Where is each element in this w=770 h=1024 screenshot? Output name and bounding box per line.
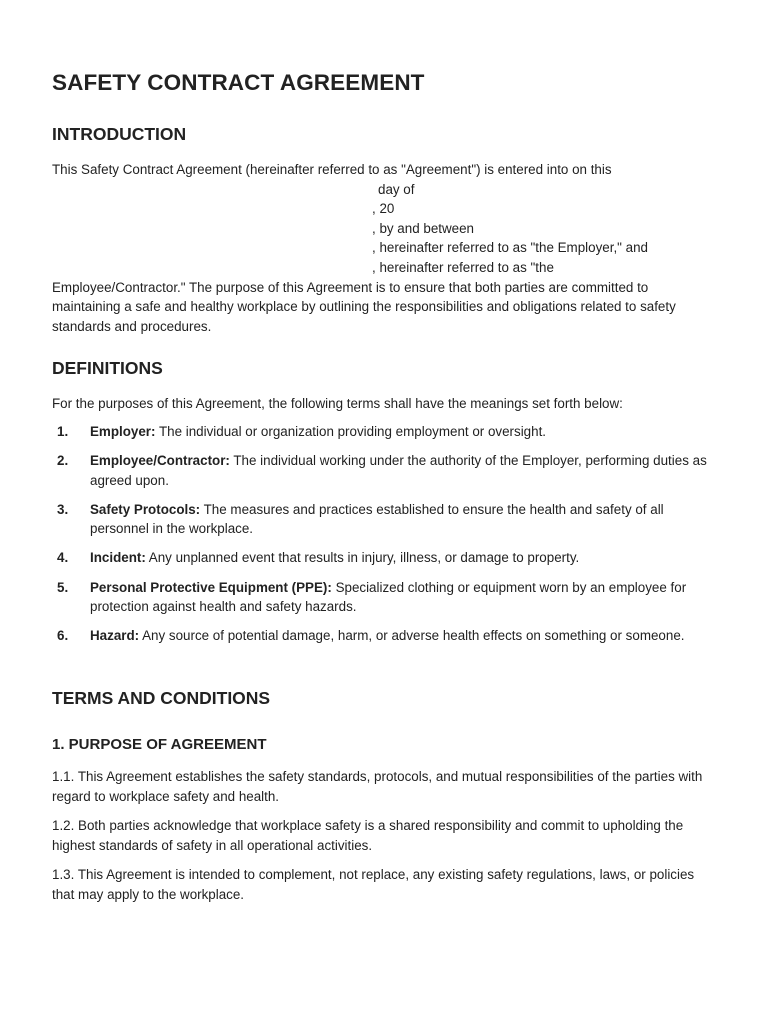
introduction-rest: Employee/Contractor." The purpose of this Agreement is to ensure that both parties are committed to maintaining a safe and healthy workplace by outlining the responsibilities and obligations related to safety standards and procedures. (52, 279, 676, 334)
clause-1-3: 1.3. This Agreement is intended to complement, not replace, any existing safety regulations, laws, or policies that may apply to the workplace. (52, 867, 695, 902)
definition-number: 6. (57, 628, 69, 644)
definition-text: Specialized clothing or equipment worn by an employee for protection against health and safety hazards. (90, 579, 687, 615)
definition-item (52, 626, 718, 646)
definition-number: 1. (57, 424, 69, 439)
definitions-intro: For the purposes of this Agreement, the following terms shall have the meanings set forth below: (52, 396, 623, 411)
definition-item (52, 578, 718, 617)
clause-1-1: 1.1. This Agreement establishes the safety standards, protocols, and mutual responsibilities of the parties with regard to workplace safety and health. (52, 769, 703, 804)
definition-item (52, 500, 718, 539)
terms-heading: TERMS AND CONDITIONS (52, 688, 271, 708)
definition-term: Employer: (90, 424, 156, 439)
definition-term: Incident: (90, 550, 146, 566)
definition-number: 4. (57, 550, 69, 566)
document-title: SAFETY CONTRACT AGREEMENT (52, 70, 425, 95)
definition-term: Personal Protective Equipment (PPE): (90, 579, 332, 595)
fill-line-employer: , hereinafter referred to as "the Employer," and (372, 240, 648, 256)
fill-line-between: , by and between (372, 220, 474, 236)
definition-number: 2. (57, 453, 69, 469)
definition-number: 5. (57, 579, 69, 595)
definition-text: The individual or organization providing employment or oversight. (155, 424, 547, 439)
fill-line-day: day of (378, 181, 415, 197)
purpose-heading: 1. PURPOSE OF AGREEMENT (52, 736, 267, 753)
introduction-line-1: This Safety Contract Agreement (hereinafter referred to as "Agreement") is entered into on this (52, 162, 612, 177)
definitions-list (52, 422, 718, 655)
fill-line-year: , 20 (372, 201, 395, 217)
definition-text: The individual working under the authority of the Employer, performing duties as agreed upon. (90, 453, 707, 488)
definition-number: 3. (57, 501, 69, 517)
fill-line-employee: , hereinafter referred to as "the (372, 259, 554, 275)
definition-text: Any source of potential damage, harm, or adverse health effects on something or someone. (139, 628, 685, 644)
definitions-heading: DEFINITIONS (52, 358, 163, 378)
clause-1-2: 1.2. Both parties acknowledge that workplace safety is a shared responsibility and commit to upholding the highest standards of safety in all operational activities. (52, 818, 684, 853)
definition-item (52, 451, 718, 490)
definition-item (52, 548, 718, 568)
introduction-heading: INTRODUCTION (52, 124, 187, 144)
definition-text: Any unplanned event that results in injury, illness, or damage to property. (145, 550, 580, 566)
definition-item (52, 422, 718, 442)
definition-text: The measures and practices established to ensure the health and safety of all personnel in the workplace. (90, 501, 664, 537)
definition-term: Hazard: (90, 628, 140, 644)
definition-term: Safety Protocols: (90, 501, 201, 517)
introduction-fill-block (52, 180, 718, 337)
definition-term: Employee/Contractor: (90, 453, 230, 469)
